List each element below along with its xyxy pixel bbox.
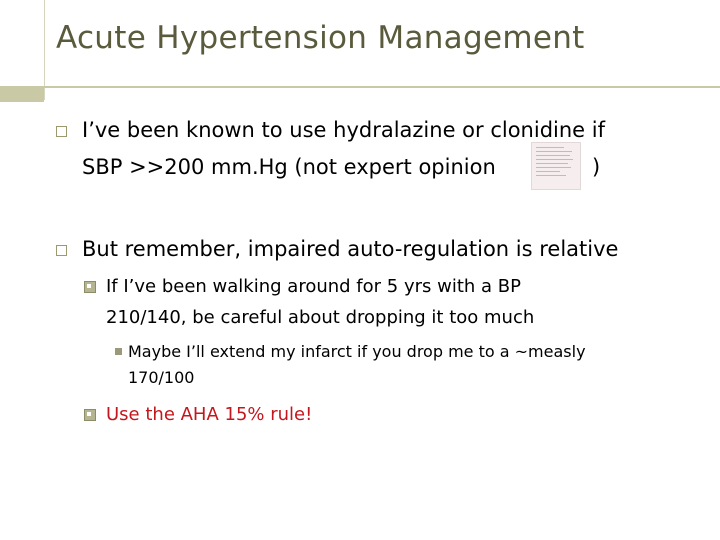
bullet-1-close-paren: ) [592, 155, 601, 179]
sub-sub-bullet-line-1: Maybe I’ll extend my infarct if you drop me to a ~measly [128, 342, 586, 361]
sub-bullet-1-line-1: If I’ve been walking around for 5 yrs with a BP [106, 276, 521, 297]
square-bullet-icon [84, 281, 96, 293]
aha-rule-text: Use the AHA 15% rule! [106, 404, 313, 425]
sub-sub-bullet-line-2: 170/100 [128, 368, 195, 387]
slide-title: Acute Hypertension Management [56, 20, 585, 56]
bullet-1-line-2-text: SBP >>200 mm.Hg (not expert opinion [82, 155, 496, 179]
title-accent-band [0, 86, 720, 102]
accent-vertical-rule [44, 0, 45, 100]
accent-block [0, 86, 44, 102]
box-bullet-icon [56, 245, 67, 256]
bullet-1-line-1: I’ve been known to use hydralazine or clonidine if [82, 118, 605, 142]
box-bullet-icon [56, 126, 67, 137]
bullet-1-line-2 [82, 152, 496, 182]
small-square-bullet-icon [115, 348, 122, 355]
bullet-2-text: But remember, impaired auto-regulation is relative [82, 237, 619, 261]
accent-line [44, 86, 720, 88]
sub-bullet-1-line-2: 210/140, be careful about dropping it too much [106, 307, 535, 328]
referenced-document-thumbnail [531, 142, 581, 190]
square-bullet-icon [84, 409, 96, 421]
